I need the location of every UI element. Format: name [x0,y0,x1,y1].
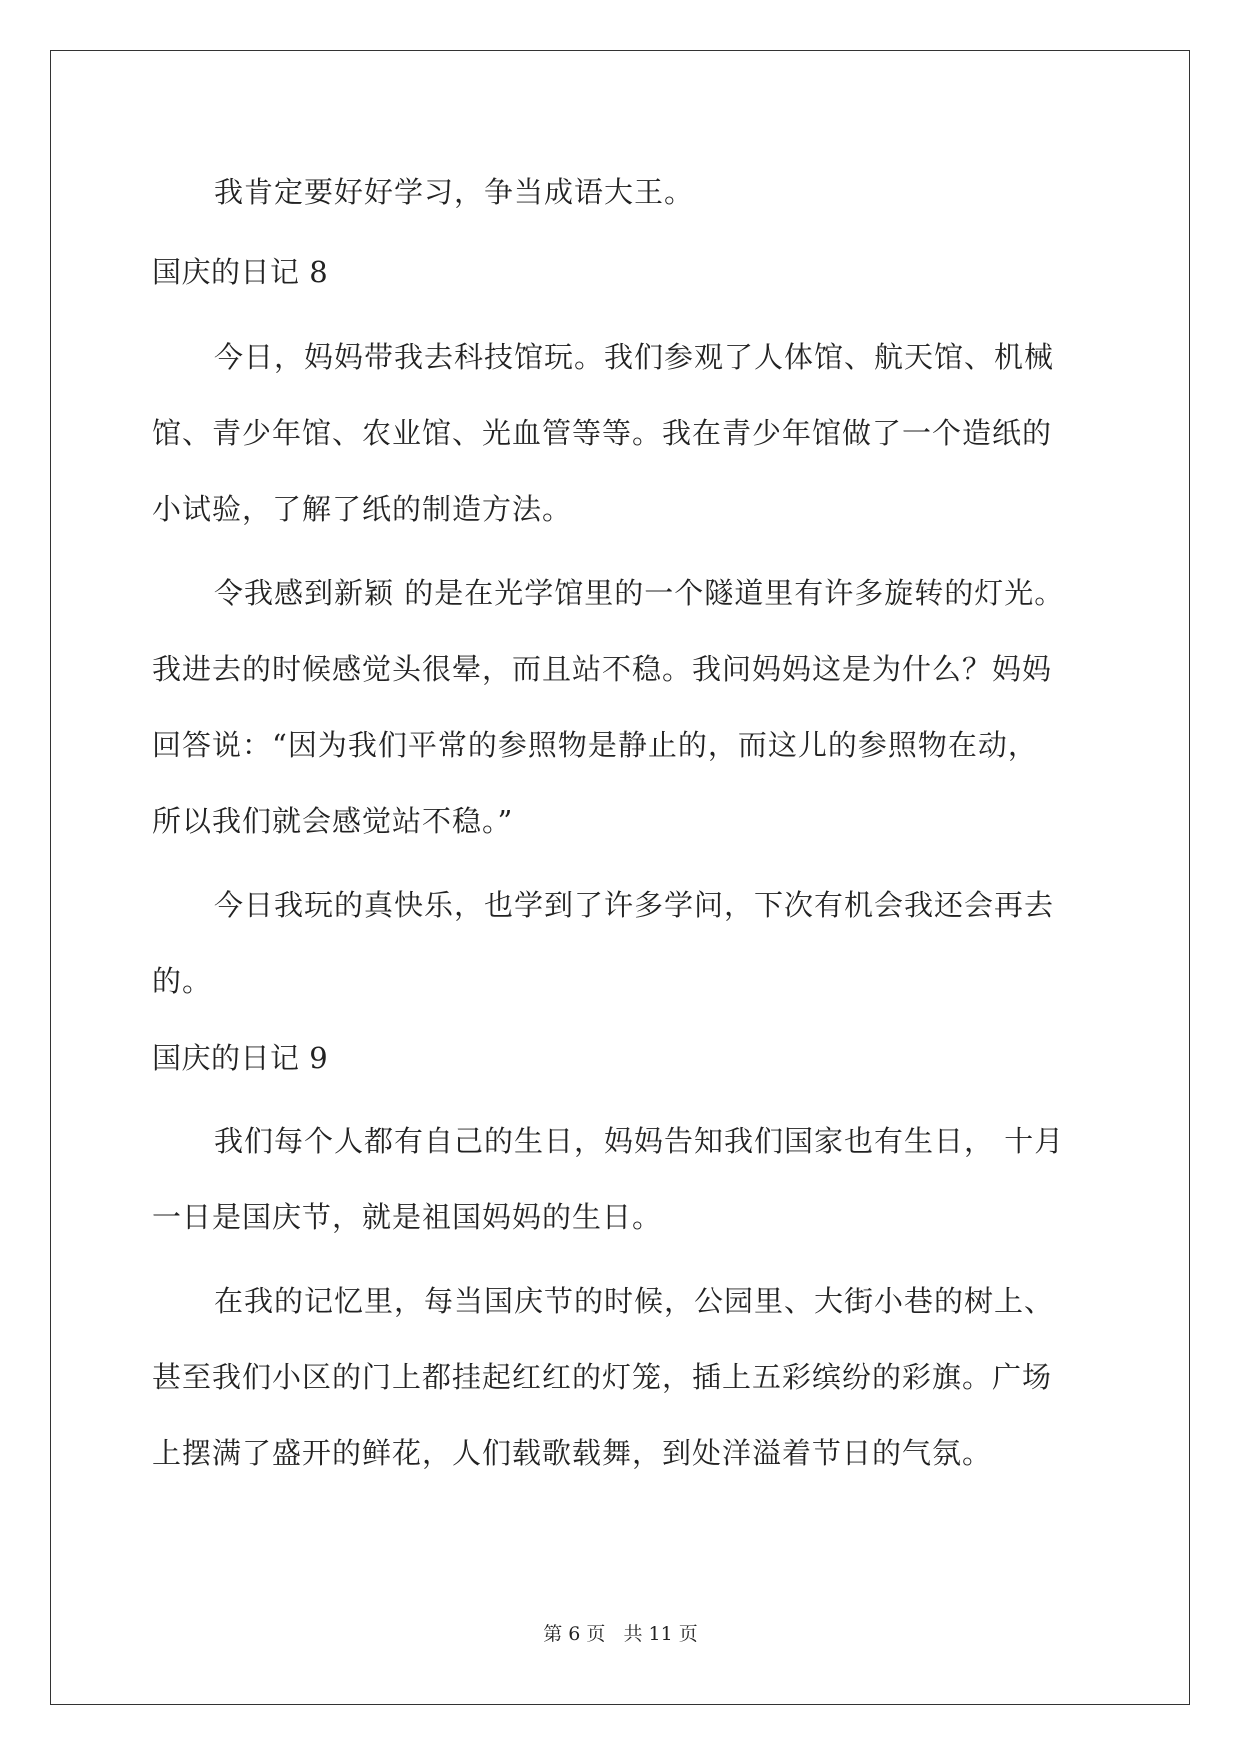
paragraph-line: 今日我玩的真快乐，也学到了许多学问，下次有机会我还会再去 [214,888,1055,922]
paragraph-line: 所以我们就会感觉站不稳。” [152,804,514,838]
paragraph-line: 馆、青少年馆、农业馆、光血管等等。我在青少年馆做了一个造纸的 [152,416,1053,450]
paragraph-line: 小试验，了解了纸的制造方法。 [152,492,573,526]
paragraph-line: 今日，妈妈带我去科技馆玩。我们参观了人体馆、航天馆、机械 [214,340,1055,374]
paragraph-line: 甚至我们小区的门上都挂起红红的灯笼，插上五彩缤纷的彩旗。广场 [152,1360,1053,1394]
paragraph-line: 我们每个人都有自己的生日，妈妈告知我们国家也有生日， 十月 [214,1124,1065,1158]
section-heading: 国庆的日记 9 [152,1041,329,1075]
page-number-footer: 第 6 页 共 11 页 [543,1623,698,1645]
paragraph-line: 令我感到新颖 的是在光学馆里的一个隧道里有许多旋转的灯光。 [214,576,1065,610]
paragraph-line: 我进去的时候感觉头很晕，而且站不稳。我问妈妈这是为什么？妈妈 [152,652,1053,686]
paragraph-line: 一日是国庆节，就是祖国妈妈的生日。 [152,1200,663,1234]
paragraph-line: 在我的记忆里，每当国庆节的时候，公园里、大街小巷的树上、 [214,1284,1055,1318]
paragraph-line: 回答说：“因为我们平常的参照物是静止的，而这儿的参照物在动， [152,728,1038,762]
paragraph-line: 上摆满了盛开的鲜花，人们载歌载舞，到处洋溢着节日的气氛。 [152,1436,993,1470]
paragraph-line: 的。 [152,964,213,998]
section-heading: 国庆的日记 8 [152,255,329,289]
paragraph-line: 我肯定要好好学习，争当成语大王。 [214,175,695,209]
